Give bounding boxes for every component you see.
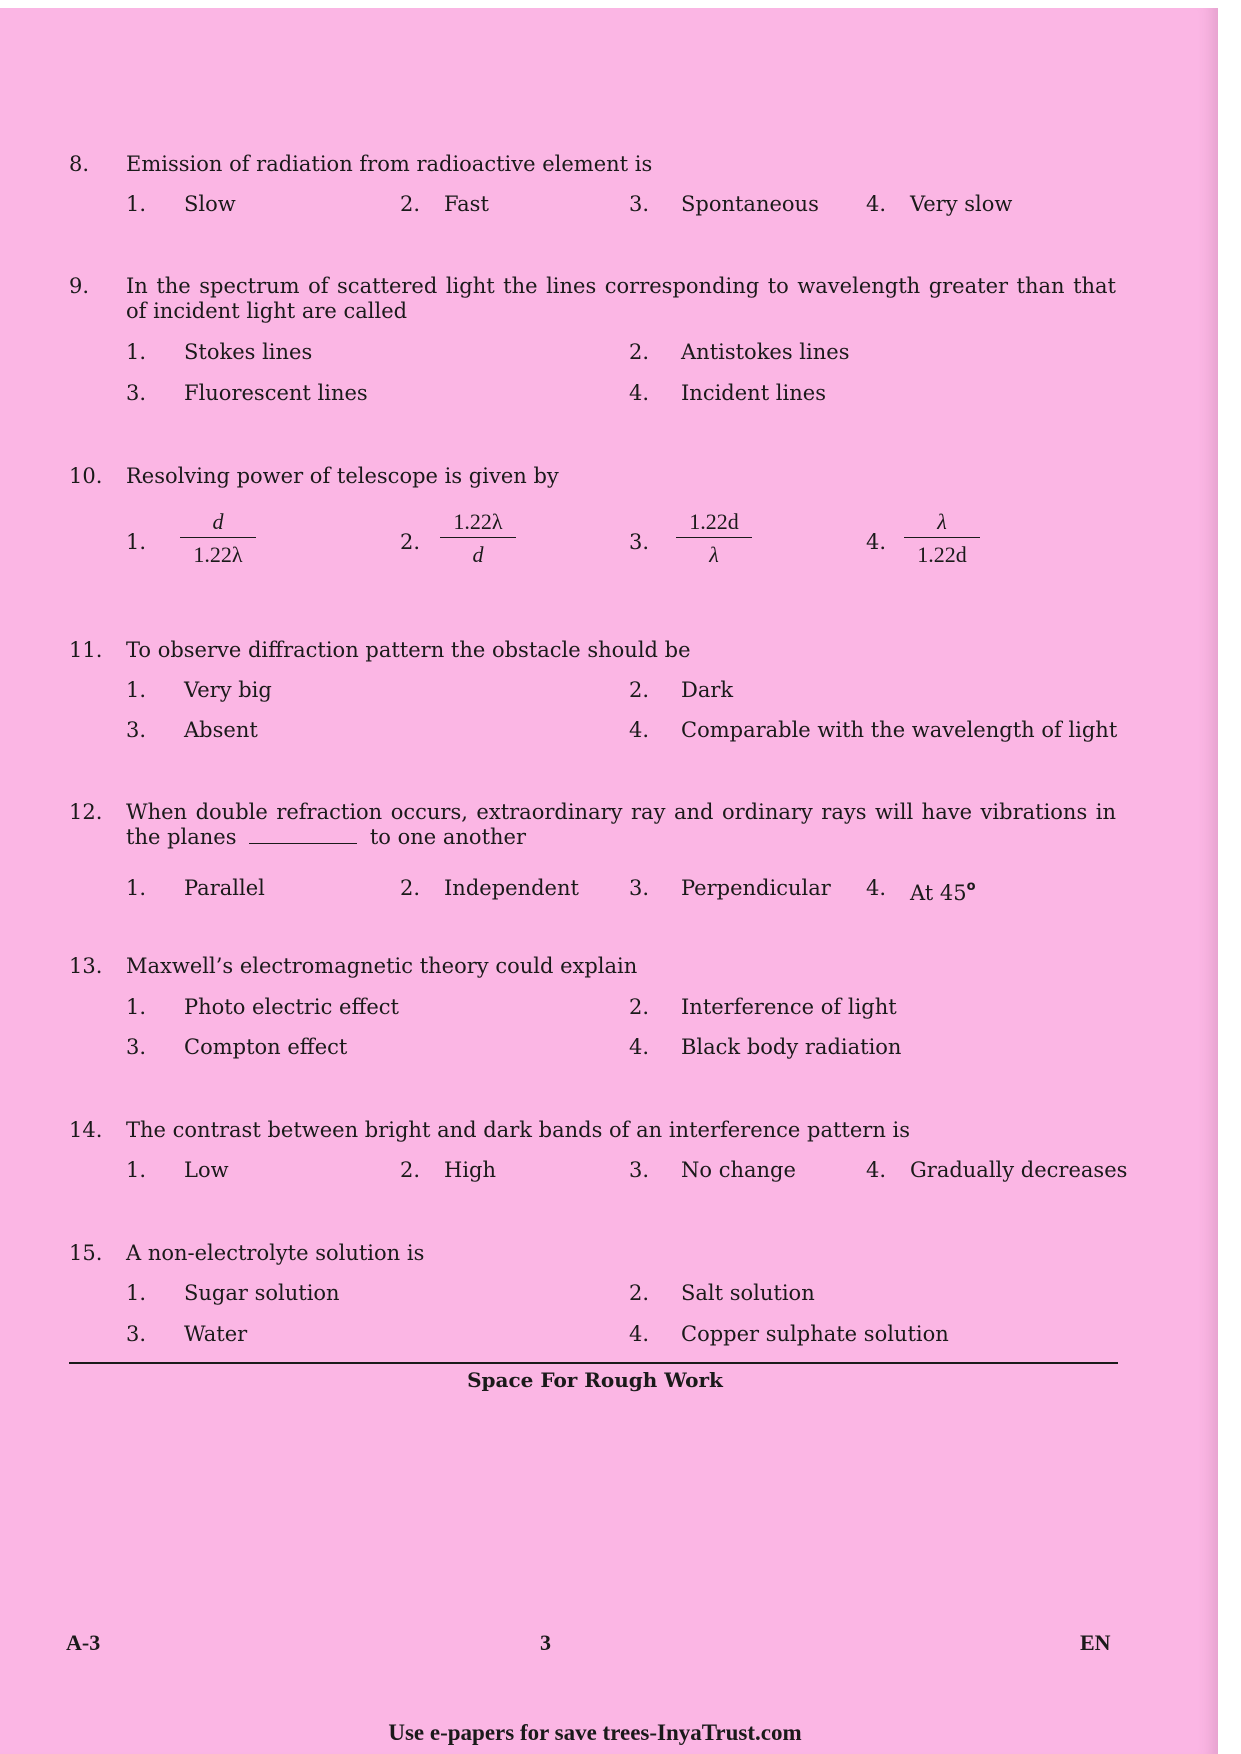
degree-sign: o <box>966 879 976 894</box>
question-text: To observe diffraction pattern the obstacle should be <box>126 638 691 662</box>
option-text: Fast <box>444 192 489 216</box>
option-text: Dark <box>681 678 734 702</box>
option-number: 2. <box>400 192 421 216</box>
option-text: Sugar solution <box>184 1281 340 1305</box>
option-number: 4. <box>629 1035 650 1059</box>
numerator: d <box>212 509 224 534</box>
option-text: Copper sulphate solution <box>681 1322 949 1346</box>
exam-page <box>0 8 1218 1754</box>
question-text <box>126 800 1116 850</box>
option-text: Independent <box>444 876 579 900</box>
option-number: 1. <box>126 1281 147 1305</box>
numerator: 1.22d <box>689 509 739 534</box>
option-number: 2. <box>629 1281 650 1305</box>
option-number: 3. <box>629 876 650 900</box>
watermark-text: Use e-papers for save trees-InyaTrust.com <box>388 1720 802 1745</box>
option-number: 4. <box>629 718 650 742</box>
option-text: Salt solution <box>681 1281 815 1305</box>
option-number: 3. <box>126 381 147 405</box>
page-number: 3 <box>540 1630 551 1655</box>
question-number: 14. <box>69 1118 103 1142</box>
option-number: 2. <box>400 530 421 554</box>
option-text: Low <box>184 1158 229 1182</box>
language-code: EN <box>1080 1630 1111 1655</box>
option-text: Comparable with the wavelength of light <box>681 718 1118 742</box>
option-text: Antistokes lines <box>681 340 850 364</box>
formula-fraction <box>676 508 752 568</box>
option-text: No change <box>681 1158 796 1182</box>
formula-fraction <box>904 508 980 568</box>
denominator: d <box>472 542 484 567</box>
option-number: 3. <box>126 1322 147 1346</box>
option-text: Spontaneous <box>681 192 819 216</box>
formula-fraction <box>440 508 516 568</box>
question-number: 10. <box>69 464 103 488</box>
option-number: 3. <box>126 718 147 742</box>
option-number: 2. <box>629 340 650 364</box>
question-text: The contrast between bright and dark bands of an interference pattern is <box>126 1118 911 1142</box>
question-text: Resolving power of telescope is given by <box>126 464 559 488</box>
option-number: 3. <box>629 1158 650 1182</box>
option-number: 2. <box>629 995 650 1019</box>
option-number: 4. <box>866 876 887 900</box>
option-text: Incident lines <box>681 381 826 405</box>
question-number: 9. <box>69 274 90 298</box>
section-divider <box>69 1362 1118 1364</box>
option-text: Black body radiation <box>681 1035 902 1059</box>
option-text: Perpendicular <box>681 876 831 900</box>
option-number: 4. <box>866 530 887 554</box>
numerator: 1.22λ <box>453 509 503 534</box>
question-text-part-b: to one another <box>369 825 527 849</box>
option-number: 1. <box>126 340 147 364</box>
option-number: 4. <box>629 381 650 405</box>
option-number: 1. <box>126 192 147 216</box>
option-text <box>910 876 976 906</box>
fill-in-blank <box>249 843 357 844</box>
option-text: Fluorescent lines <box>184 381 368 405</box>
question-text: Emission of radiation from radioactive element is <box>126 152 653 176</box>
angle-value: At 45 <box>910 881 967 905</box>
option-number: 4. <box>629 1322 650 1346</box>
option-text: Photo electric effect <box>184 995 399 1019</box>
option-text: Stokes lines <box>184 340 313 364</box>
formula-fraction <box>180 508 256 568</box>
option-number: 1. <box>126 530 147 554</box>
option-number: 1. <box>126 1158 147 1182</box>
option-number: 1. <box>126 678 147 702</box>
option-text: Very slow <box>910 192 1013 216</box>
option-text: Compton effect <box>184 1035 348 1059</box>
option-number: 4. <box>866 1158 887 1182</box>
question-text: A non-electrolyte solution is <box>126 1241 425 1265</box>
denominator: 1.22λ <box>193 542 243 567</box>
question-number: 8. <box>69 152 90 176</box>
question-number: 11. <box>69 638 103 662</box>
option-text: High <box>444 1158 496 1182</box>
question-number: 12. <box>69 800 103 824</box>
question-text: Maxwell’s electromagnetic theory could explain <box>126 954 638 978</box>
option-number: 1. <box>126 995 147 1019</box>
option-number: 2. <box>400 876 421 900</box>
question-text: In the spectrum of scattered light the lines corresponding to wavelength greater than that of incident light are called <box>126 274 1116 323</box>
option-number: 1. <box>126 876 147 900</box>
question-number: 13. <box>69 954 103 978</box>
option-text: Interference of light <box>681 995 897 1019</box>
option-number: 2. <box>400 1158 421 1182</box>
option-number: 3. <box>629 530 650 554</box>
question-text-part-a: When double refraction occurs, extraordinary ray and ordinary rays will have vibrations in the planes <box>126 800 1116 849</box>
booklet-code: A-3 <box>66 1630 101 1655</box>
numerator: λ <box>937 509 947 534</box>
option-number: 2. <box>629 678 650 702</box>
denominator: λ <box>709 542 719 567</box>
option-number: 4. <box>866 192 887 216</box>
option-text: Very big <box>184 678 272 702</box>
question-number: 15. <box>69 1241 103 1265</box>
denominator: 1.22d <box>917 542 967 567</box>
rough-work-heading: Space For Rough Work <box>467 1368 723 1392</box>
option-text: Water <box>184 1322 248 1346</box>
option-number: 3. <box>629 192 650 216</box>
option-text: Absent <box>184 718 258 742</box>
option-text: Parallel <box>184 876 265 900</box>
option-number: 3. <box>126 1035 147 1059</box>
option-text: Gradually decreases <box>910 1158 1128 1182</box>
option-text: Slow <box>184 192 236 216</box>
